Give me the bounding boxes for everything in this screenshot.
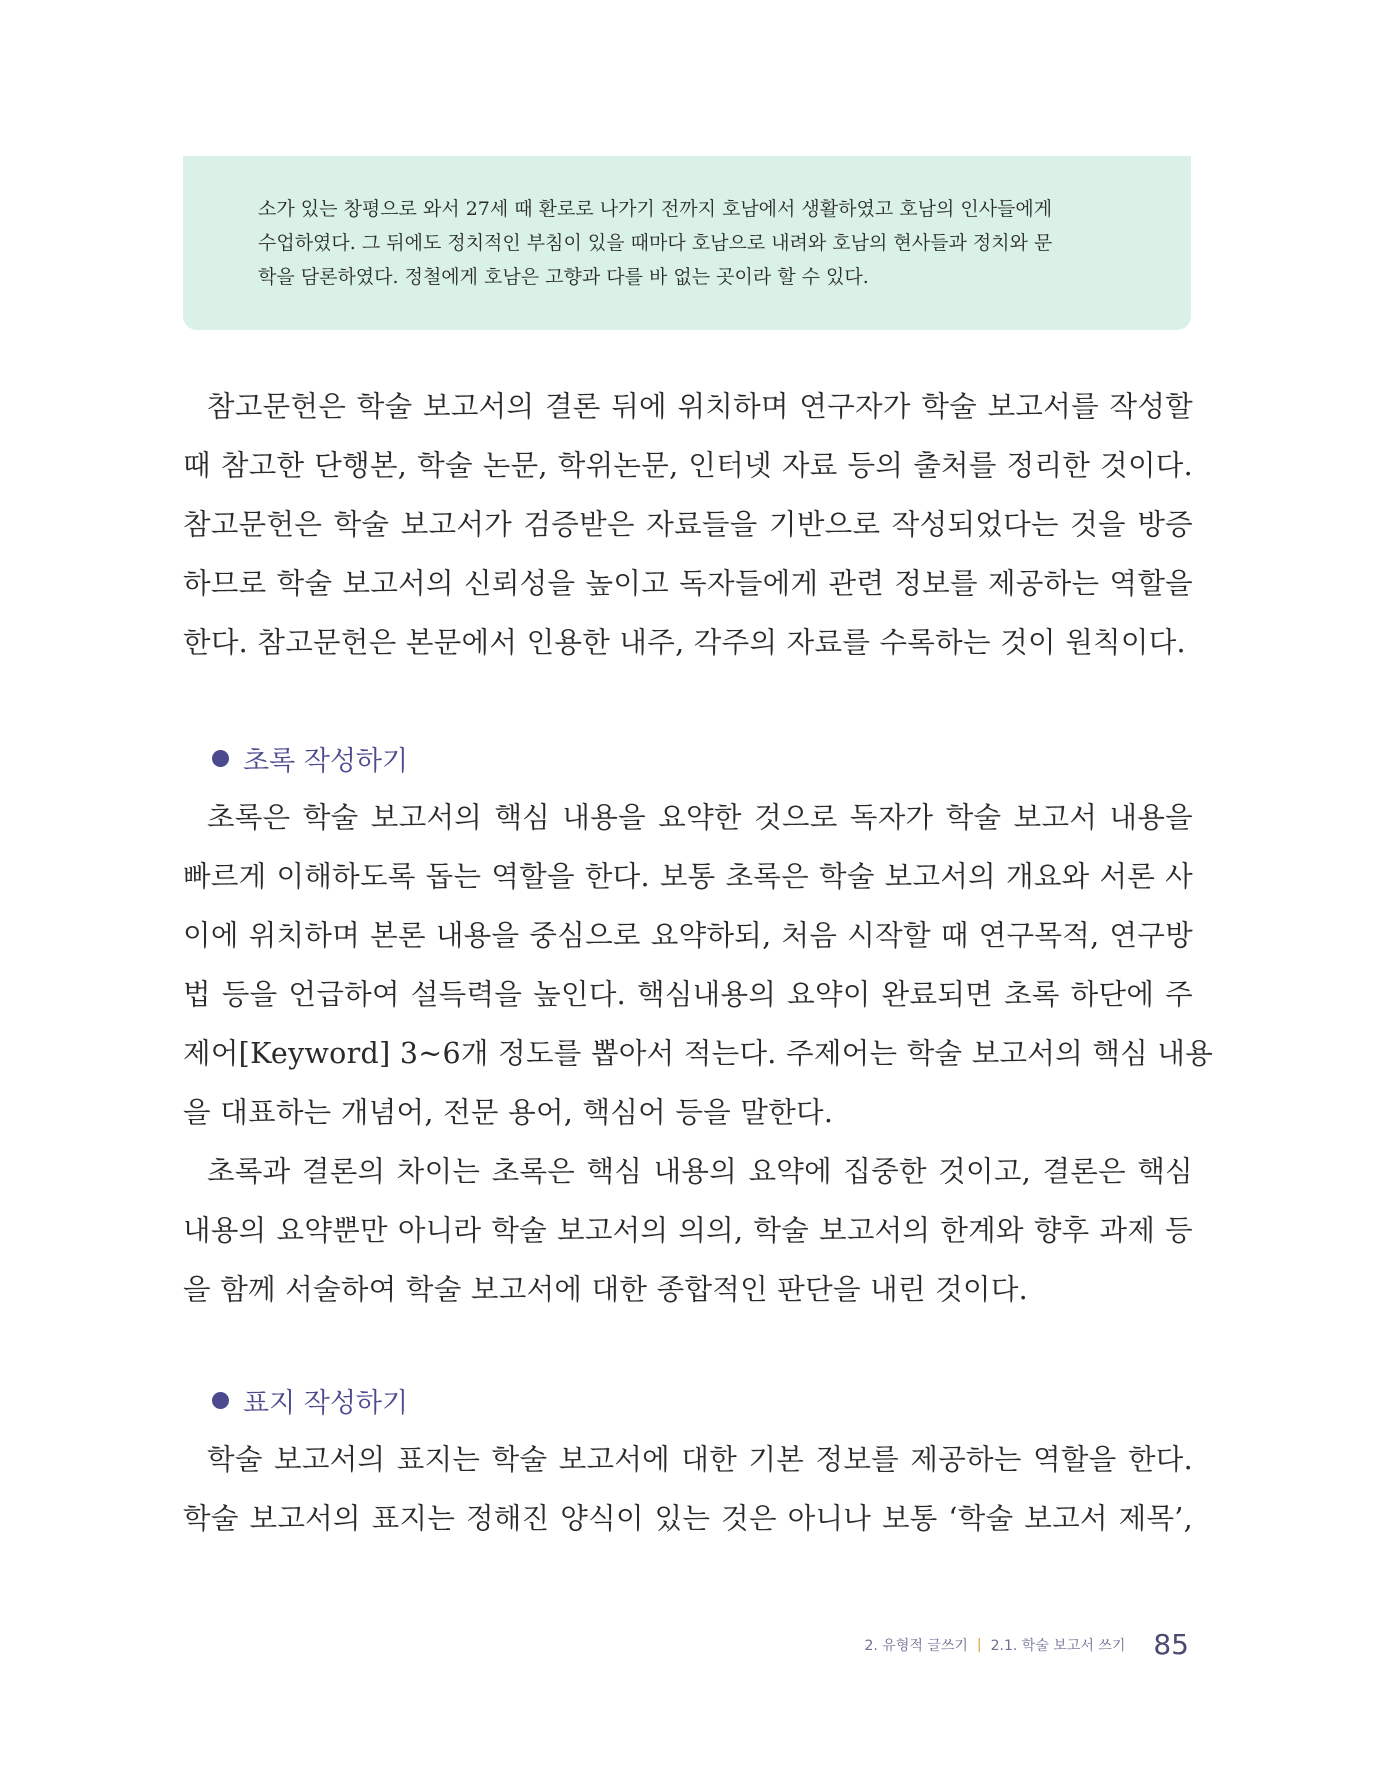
paragraph-line: 학술 보고서의 표지는 정해진 양식이 있는 것은 아니나 보통 ‘학술 보고서 제목’, [183, 1502, 1193, 1535]
abstract-paragraph-2 [183, 1142, 1193, 1319]
paragraph-line: 을 함께 서술하여 학술 보고서에 대한 종합적인 판단을 내린 것이다. [183, 1273, 1029, 1306]
quote-line: 수업하였다. 그 뒤에도 정치적인 부침이 있을 때마다 호남으로 내려와 호남의 현사들과 정치와 문 [258, 232, 1053, 254]
paragraph-line: 학술 보고서의 표지는 학술 보고서에 대한 기본 정보를 제공하는 역할을 한다. [207, 1443, 1193, 1476]
paragraph-line: 빠르게 이해하도록 돕는 역할을 한다. 보통 초록은 학술 보고서의 개요와 서론 사 [183, 860, 1193, 893]
paragraph-line: 법 등을 언급하여 설득력을 높인다. 핵심내용의 요약이 완료되면 초록 하단에 주 [183, 978, 1193, 1011]
references-paragraph [183, 377, 1193, 672]
paragraph-line: 하므로 학술 보고서의 신뢰성을 높이고 독자들에게 관련 정보를 제공하는 역할을 [183, 567, 1193, 600]
page-footer [865, 1628, 1190, 1661]
paragraph-line: 이에 위치하며 본론 내용을 중심으로 요약하되, 처음 시작할 때 연구목적, 연구방 [183, 919, 1193, 952]
paragraph-line: 내용의 요약뿐만 아니라 학술 보고서의 의의, 학술 보고서의 한계와 향후 과제 등 [183, 1214, 1193, 1247]
paragraph-line: 한다. 참고문헌은 본문에서 인용한 내주, 각주의 자료를 수록하는 것이 원칙이다. [183, 626, 1186, 659]
quote-line: 소가 있는 창평으로 와서 27세 때 환로로 나가기 전까지 호남에서 생활하였고 호남의 인사들에게 [258, 198, 1053, 220]
footer-chapter-label: 2. 유형적 글쓰기 [864, 1637, 968, 1654]
footer-separator: | [976, 1636, 982, 1653]
paragraph-line: 초록과 결론의 차이는 초록은 핵심 내용의 요약에 집중한 것이고, 결론은 핵심 [207, 1155, 1193, 1188]
quote-line: 학을 담론하였다. 정철에게 호남은 고향과 다를 바 없는 곳이라 할 수 있다. [258, 266, 869, 288]
paragraph-line: 참고문헌은 학술 보고서가 검증받은 자료들을 기반으로 작성되었다는 것을 방증 [183, 508, 1193, 541]
bullet-dot-icon [212, 1392, 229, 1409]
paragraph-line: 초록은 학술 보고서의 핵심 내용을 요약한 것으로 독자가 학술 보고서 내용을 [207, 801, 1193, 834]
bullet-dot-icon [212, 750, 229, 767]
quote-box [183, 156, 1191, 330]
cover-paragraph-1 [183, 1430, 1193, 1548]
paragraph-line: 참고문헌은 학술 보고서의 결론 뒤에 위치하며 연구자가 학술 보고서를 작성할 [207, 390, 1193, 423]
page-number: 85 [1153, 1628, 1189, 1661]
quote-text [258, 192, 1158, 294]
paragraph-line: 을 대표하는 개념어, 전문 용어, 핵심어 등을 말한다. [183, 1096, 834, 1129]
section-heading-cover [212, 1380, 408, 1420]
footer-section-label: 2.1. 학술 보고서 쓰기 [990, 1637, 1126, 1654]
paragraph-line: 제어[Keyword] 3~6개 정도를 뽑아서 적는다. 주제어는 학술 보고서의 핵심 내용 [183, 1037, 1214, 1070]
paragraph-line: 때 참고한 단행본, 학술 논문, 학위논문, 인터넷 자료 등의 출처를 정리한 것이다. [183, 449, 1193, 482]
abstract-paragraph-1 [183, 788, 1214, 1142]
section-heading-text: 초록 작성하기 [243, 745, 409, 777]
section-heading-abstract [212, 738, 408, 778]
section-heading-text: 표지 작성하기 [243, 1387, 409, 1419]
